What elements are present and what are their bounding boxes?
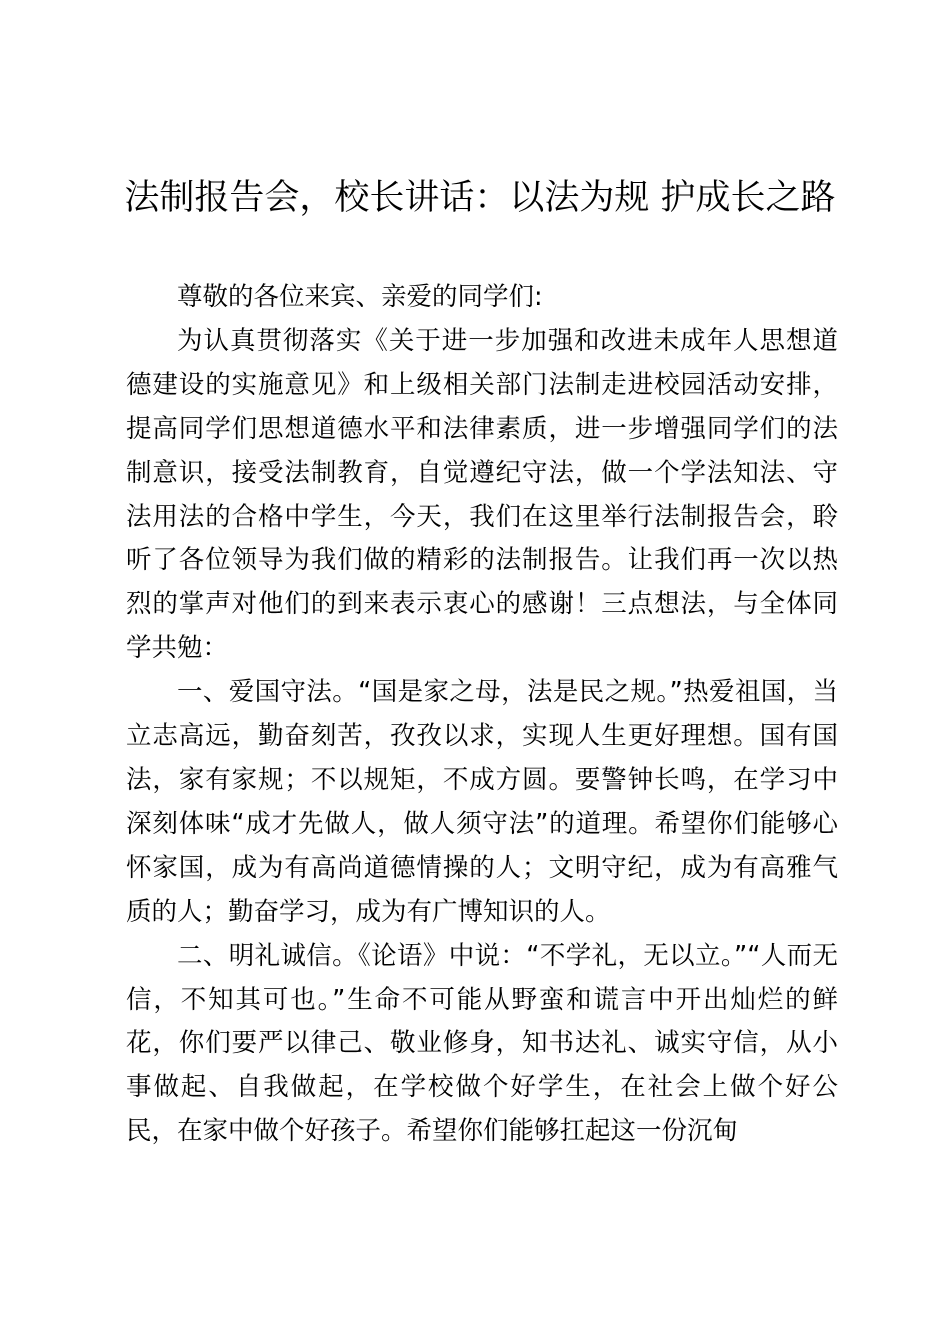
document-body bbox=[126, 276, 838, 1154]
document-title: 法制报告会，校长讲话：以法为规 护成长之路 bbox=[124, 178, 836, 218]
point-one-paragraph: 一、爱国守法。“国是家之母，法是民之规。”热爱祖国，当立志高远，勤奋刻苦，孜孜以求，实现人生更好理想。国有国法，家有家规；不以规矩，不成方圆。要警钟长鸣，在学习中深刻体味“成才先做人，做人须守法”的道理。希望你们能够心怀家国，成为有高尚道德情操的人；文明守纪，成为有高雅气质的人；勤奋学习，成为有广博知识的人。 bbox=[126, 677, 838, 927]
intro-paragraph: 为认真贯彻落实《关于进一步加强和改进未成年人思想道德建设的实施意见》和上级相关部门法制走进校园活动安排，提高同学们思想道德水平和法律素质，进一步增强同学们的法制意识，接受法制教育，自觉遵纪守法，做一个学法知法、守法用法的合格中学生，今天，我们在这里举行法制报告会，聆听了各位领导为我们做的精彩的法制报告。让我们再一次以热烈的掌声对他们的到来表示衷心的感谢！三点想法，与全体同学共勉： bbox=[126, 325, 838, 664]
salutation-paragraph: 尊敬的各位来宾、亲爱的同学们: bbox=[177, 282, 543, 312]
point-two-paragraph: 二、明礼诚信。《论语》中说：“不学礼，无以立。”“人而无信，不知其可也。”生命不可能从野蛮和谎言中开出灿烂的鲜花，你们要严以律己、敬业修身，知书达礼、诚实守信，从小事做起、自我做起，在学校做个好学生，在社会上做个好公民，在家中做个好孩子。希望你们能够扛起这一份沉甸 bbox=[126, 940, 838, 1147]
